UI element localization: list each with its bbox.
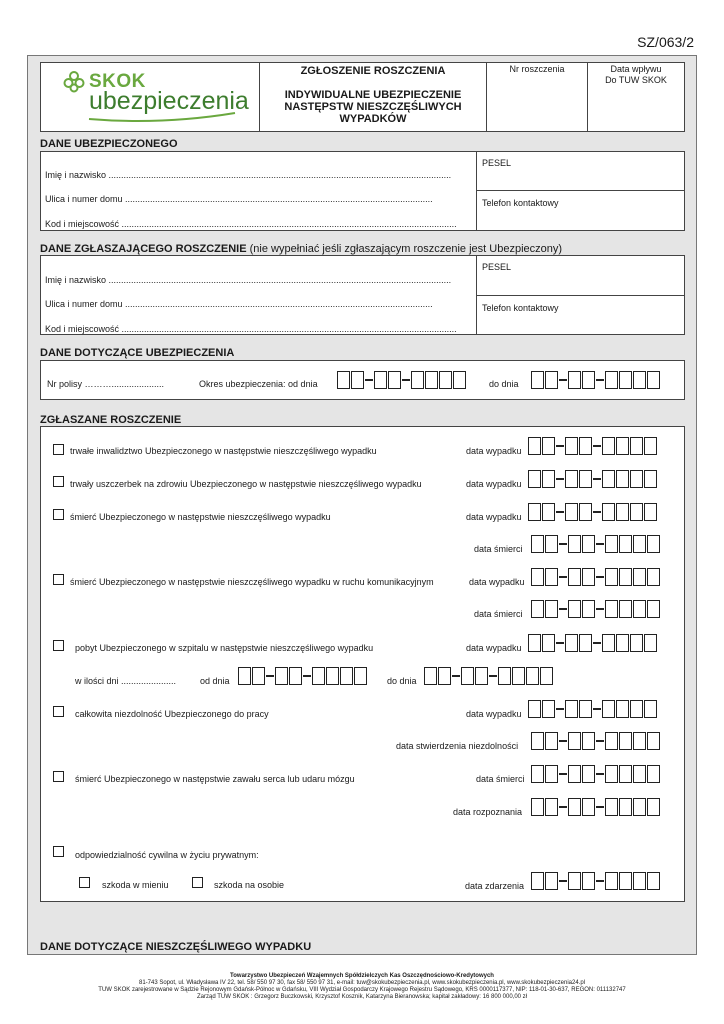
item3-date-label: data wypadku <box>466 512 522 522</box>
digit-box[interactable] <box>605 371 618 389</box>
item8-event-date[interactable] <box>531 872 661 890</box>
digit-box[interactable] <box>568 765 581 783</box>
claims-heading: ZGŁASZANE ROSZCZENIE <box>40 414 182 426</box>
digit-box[interactable] <box>545 600 558 618</box>
date-separator <box>596 806 604 808</box>
digit-box[interactable] <box>252 667 265 685</box>
digit-box[interactable] <box>582 371 595 389</box>
item1-label: trwałe inwalidztwo Ubezpieczonego w następstwie nieszczęśliwego wypadku <box>70 446 377 456</box>
digit-box[interactable] <box>337 371 350 389</box>
digit-box[interactable] <box>582 765 595 783</box>
digit-box[interactable] <box>633 371 646 389</box>
digit-box[interactable] <box>644 437 657 455</box>
digit-box[interactable] <box>619 600 632 618</box>
digit-box[interactable] <box>312 667 325 685</box>
date-separator <box>556 445 564 447</box>
digit-box[interactable] <box>579 503 592 521</box>
reporter-street-field[interactable]: Ulica i numer domu ........................................................................................................................... <box>45 299 433 309</box>
item8-checkbox[interactable] <box>53 846 64 857</box>
title-line-4: WYPADKÓW <box>339 113 407 125</box>
digit-box[interactable] <box>605 872 618 890</box>
receipt-label-1: Data wpływu <box>610 64 662 74</box>
date-separator <box>266 675 274 677</box>
date-separator <box>559 773 567 775</box>
date-separator <box>596 773 604 775</box>
date-separator <box>452 675 460 677</box>
digit-box[interactable] <box>354 667 367 685</box>
footer <box>0 973 724 1001</box>
item5-to-label: do dnia <box>387 676 417 686</box>
item3-death-label: data śmierci <box>474 544 523 554</box>
item2-date-label: data wypadku <box>466 479 522 489</box>
digit-box[interactable] <box>579 437 592 455</box>
claim-number-cell[interactable] <box>486 62 588 132</box>
item5-label: pobyt Ubezpieczonego w szpitalu w następstwie nieszczęśliwego wypadku <box>75 643 374 653</box>
digit-box[interactable] <box>542 437 555 455</box>
digit-box[interactable] <box>565 503 578 521</box>
digit-box[interactable] <box>647 798 660 816</box>
logo-cell <box>40 62 260 132</box>
digit-box[interactable] <box>579 700 592 718</box>
date-separator <box>593 708 601 710</box>
digit-box[interactable] <box>545 798 558 816</box>
digit-box[interactable] <box>647 765 660 783</box>
digit-box[interactable] <box>582 732 595 750</box>
date-separator <box>556 511 564 513</box>
accident-heading: DANE DOTYCZĄCE NIESZCZĘŚLIWEGO WYPADKU <box>40 941 312 953</box>
personal-injury-checkbox[interactable] <box>192 877 203 888</box>
date-separator <box>559 806 567 808</box>
digit-box[interactable] <box>579 634 592 652</box>
item1-checkbox[interactable] <box>53 444 64 455</box>
digit-box[interactable] <box>439 371 452 389</box>
digit-box[interactable] <box>630 470 643 488</box>
digit-box[interactable] <box>616 503 629 521</box>
date-separator <box>559 880 567 882</box>
item3-accident-date[interactable] <box>528 503 658 521</box>
date-separator <box>556 708 564 710</box>
receipt-label-2: Do TUW SKOK <box>605 75 667 85</box>
insured-name-field[interactable]: Imię i nazwisko ......................................................................................................................................... <box>45 170 452 180</box>
digit-box[interactable] <box>647 600 660 618</box>
date-separator <box>596 576 604 578</box>
skok-flower-icon <box>63 71 85 93</box>
digit-box[interactable] <box>582 872 595 890</box>
date-separator <box>402 379 410 381</box>
digit-box[interactable] <box>545 872 558 890</box>
footer-line-1: Towarzystwo Ubezpieczeń Wzajemnych Spółdzielczych Kas Oszczędnościowo-Kredytowych <box>230 973 494 979</box>
digit-box[interactable] <box>568 535 581 553</box>
digit-box[interactable] <box>568 371 581 389</box>
date-separator <box>559 740 567 742</box>
title-line-2: INDYWIDUALNE UBEZPIECZENIE <box>284 89 462 101</box>
title-line-1: ZGŁOSZENIE ROSZCZENIA <box>300 65 446 77</box>
item4-death-label: data śmierci <box>474 609 523 619</box>
digit-box[interactable] <box>616 634 629 652</box>
digit-box[interactable] <box>542 634 555 652</box>
digit-box[interactable] <box>602 470 615 488</box>
reporter-pesel-field[interactable]: PESEL <box>482 262 512 272</box>
item2-label: trwały uszczerbek na zdrowiu Ubezpieczonego w następstwie nieszczęśliwego wypadku <box>70 479 422 489</box>
item4-checkbox[interactable] <box>53 574 64 585</box>
date-separator <box>489 675 497 677</box>
reporter-heading-note: (nie wypełniać jeśli zgłaszającym roszczenie jest Ubezpieczony) <box>246 243 563 255</box>
receipt-date-cell[interactable] <box>587 62 685 132</box>
reporter-city-field[interactable]: Kod i miejscowość ...................................................................................................................................... <box>45 324 457 334</box>
digit-box[interactable] <box>605 798 618 816</box>
digit-box[interactable] <box>545 371 558 389</box>
period-from-date[interactable] <box>337 371 467 389</box>
digit-box[interactable] <box>411 371 424 389</box>
digit-box[interactable] <box>647 872 660 890</box>
date-separator <box>596 608 604 610</box>
period-to-label: do dnia <box>489 379 519 389</box>
item4-date-label: data wypadku <box>469 577 525 587</box>
logo-swoosh <box>87 111 237 123</box>
digit-box[interactable] <box>526 667 539 685</box>
digit-box[interactable] <box>531 600 544 618</box>
digit-box[interactable] <box>438 667 451 685</box>
digit-box[interactable] <box>619 535 632 553</box>
date-separator <box>593 642 601 644</box>
digit-box[interactable] <box>531 765 544 783</box>
date-separator <box>559 608 567 610</box>
digit-box[interactable] <box>565 634 578 652</box>
digit-box[interactable] <box>512 667 525 685</box>
reporter-heading <box>40 243 562 255</box>
digit-box[interactable] <box>545 765 558 783</box>
digit-box[interactable] <box>374 371 387 389</box>
digit-box[interactable] <box>528 437 541 455</box>
insured-street-field[interactable]: Ulica i numer domu ........................................................................................................................... <box>45 194 433 204</box>
digit-box[interactable] <box>619 371 632 389</box>
digit-box[interactable] <box>461 667 474 685</box>
item5-date-label: data wypadku <box>466 643 522 653</box>
reporter-phone-field[interactable]: Telefon kontaktowy <box>482 303 559 313</box>
item8-date-label: data zdarzenia <box>465 881 525 891</box>
digit-box[interactable] <box>498 667 511 685</box>
policy-number-field[interactable]: Nr polisy ………..................... <box>47 379 165 389</box>
digit-box[interactable] <box>616 700 629 718</box>
digit-box[interactable] <box>340 667 353 685</box>
date-separator <box>593 511 601 513</box>
digit-box[interactable] <box>568 732 581 750</box>
digit-box[interactable] <box>289 667 302 685</box>
digit-box[interactable] <box>528 503 541 521</box>
date-separator <box>559 576 567 578</box>
form-code: SZ/063/2 <box>637 34 694 50</box>
digit-box[interactable] <box>647 732 660 750</box>
digit-box[interactable] <box>616 470 629 488</box>
item5-days-field[interactable]: w ilości dni ...................... <box>75 676 177 686</box>
digit-box[interactable] <box>644 700 657 718</box>
date-separator <box>596 880 604 882</box>
digit-box[interactable] <box>568 600 581 618</box>
date-separator <box>559 543 567 545</box>
item5-checkbox[interactable] <box>53 640 64 651</box>
item3-checkbox[interactable] <box>53 509 64 520</box>
digit-box[interactable] <box>633 568 646 586</box>
item7-label: śmierć Ubezpieczonego w następstwie zawału serca lub udaru mózgu <box>75 774 355 784</box>
item2-checkbox[interactable] <box>53 476 64 487</box>
digit-box[interactable] <box>582 568 595 586</box>
digit-box[interactable] <box>542 470 555 488</box>
digit-box[interactable] <box>582 600 595 618</box>
digit-box[interactable] <box>542 700 555 718</box>
digit-box[interactable] <box>540 667 553 685</box>
digit-box[interactable] <box>568 798 581 816</box>
digit-box[interactable] <box>633 765 646 783</box>
digit-box[interactable] <box>605 535 618 553</box>
date-separator <box>559 379 567 381</box>
item4-accident-date[interactable] <box>531 568 661 586</box>
digit-box[interactable] <box>388 371 401 389</box>
digit-box[interactable] <box>619 732 632 750</box>
item7-death-date[interactable] <box>531 765 661 783</box>
date-separator <box>593 478 601 480</box>
item7-death-label: data śmierci <box>476 774 525 784</box>
item3-death-date[interactable] <box>531 535 661 553</box>
item6-label: całkowita niezdolność Ubezpieczonego do pracy <box>75 709 269 719</box>
digit-box[interactable] <box>531 568 544 586</box>
digit-box[interactable] <box>565 470 578 488</box>
digit-box[interactable] <box>619 872 632 890</box>
digit-box[interactable] <box>644 503 657 521</box>
date-separator <box>596 740 604 742</box>
title-line-3: NASTĘPSTW NIESZCZĘŚLIWYCH <box>284 101 462 113</box>
item5-accident-date[interactable] <box>528 634 658 652</box>
item4-death-date[interactable] <box>531 600 661 618</box>
digit-box[interactable] <box>531 732 544 750</box>
digit-box[interactable] <box>644 470 657 488</box>
digit-box[interactable] <box>605 765 618 783</box>
item6-incapacity-date[interactable] <box>531 732 661 750</box>
date-separator <box>303 675 311 677</box>
policy-heading: DANE DOTYCZĄCE UBEZPIECZENIA <box>40 347 235 359</box>
item6-checkbox[interactable] <box>53 706 64 717</box>
digit-box[interactable] <box>545 568 558 586</box>
digit-box[interactable] <box>619 798 632 816</box>
item5-from-date[interactable] <box>238 667 368 685</box>
digit-box[interactable] <box>579 470 592 488</box>
digit-box[interactable] <box>565 700 578 718</box>
personal-injury-label: szkoda na osobie <box>214 880 285 890</box>
digit-box[interactable] <box>531 872 544 890</box>
claim-number-label: Nr roszczenia <box>509 64 565 74</box>
digit-box[interactable] <box>633 732 646 750</box>
digit-box[interactable] <box>238 667 251 685</box>
digit-box[interactable] <box>453 371 466 389</box>
item6-incapacity-label: data stwierdzenia niezdolności <box>396 741 519 751</box>
digit-box[interactable] <box>602 437 615 455</box>
digit-box[interactable] <box>630 437 643 455</box>
digit-box[interactable] <box>275 667 288 685</box>
insured-phone-field[interactable]: Telefon kontaktowy <box>482 198 559 208</box>
logo-product: ubezpieczenia <box>89 87 249 115</box>
digit-box[interactable] <box>619 765 632 783</box>
item2-accident-date[interactable] <box>528 470 658 488</box>
digit-box[interactable] <box>619 568 632 586</box>
digit-box[interactable] <box>647 535 660 553</box>
digit-box[interactable] <box>605 600 618 618</box>
item7-checkbox[interactable] <box>53 771 64 782</box>
date-separator <box>365 379 373 381</box>
digit-box[interactable] <box>528 634 541 652</box>
digit-box[interactable] <box>475 667 488 685</box>
digit-box[interactable] <box>602 503 615 521</box>
digit-box[interactable] <box>582 798 595 816</box>
digit-box[interactable] <box>630 503 643 521</box>
item7-diagnosis-label: data rozpoznania <box>453 807 523 817</box>
digit-box[interactable] <box>582 535 595 553</box>
reporter-name-field[interactable]: Imię i nazwisko ......................................................................................................................................... <box>45 275 452 285</box>
digit-box[interactable] <box>565 437 578 455</box>
date-separator <box>556 642 564 644</box>
item5-from-label: od dnia <box>200 676 230 686</box>
item4-label: śmierć Ubezpieczonego w następstwie nieszczęśliwego wypadku w ruchu komunikacyjnym <box>70 577 434 587</box>
property-damage-checkbox[interactable] <box>79 877 90 888</box>
digit-box[interactable] <box>644 634 657 652</box>
digit-box[interactable] <box>605 568 618 586</box>
footer-line-4: Zarząd TUW SKOK : Grzegorz Buczkowski, Krzysztof Kosznik, Katarzyna Bieranowska; kapitał zakładowy: 16 800 000,00 zł <box>196 994 528 1000</box>
digit-box[interactable] <box>568 872 581 890</box>
title-cell <box>259 62 487 132</box>
item5-to-date[interactable] <box>424 667 554 685</box>
digit-box[interactable] <box>647 568 660 586</box>
period-from-label: Okres ubezpieczenia: od dnia <box>199 379 318 389</box>
digit-box[interactable] <box>602 700 615 718</box>
reporter-left-box <box>40 255 477 335</box>
digit-box[interactable] <box>425 371 438 389</box>
insured-heading: DANE UBEZPIECZONEGO <box>40 138 178 150</box>
footer-line-2: 81-743 Sopot, ul. Władysława IV 22, tel. 58/ 550 97 30, fax 58/ 550 97 31, e-mail: tuw@skokubezpieczenia.pl, www.skokubezpieczenia.pl, www.skokubezpieczenia24.pl <box>138 980 585 986</box>
claims-box <box>40 426 685 902</box>
insured-pesel-field[interactable]: PESEL <box>482 158 512 168</box>
period-to-date[interactable] <box>531 371 661 389</box>
item6-accident-date[interactable] <box>528 700 658 718</box>
date-separator <box>556 478 564 480</box>
property-damage-label: szkoda w mieniu <box>102 880 169 890</box>
digit-box[interactable] <box>531 535 544 553</box>
item7-diagnosis-date[interactable] <box>531 798 661 816</box>
item3-label: śmierć Ubezpieczonego w następstwie nieszczęśliwego wypadku <box>70 512 331 522</box>
date-separator <box>596 543 604 545</box>
item1-accident-date[interactable] <box>528 437 658 455</box>
digit-box[interactable] <box>633 600 646 618</box>
item1-date-label: data wypadku <box>466 446 522 456</box>
digit-box[interactable] <box>351 371 364 389</box>
digit-box[interactable] <box>528 700 541 718</box>
digit-box[interactable] <box>424 667 437 685</box>
digit-box[interactable] <box>630 700 643 718</box>
digit-box[interactable] <box>326 667 339 685</box>
digit-box[interactable] <box>545 535 558 553</box>
digit-box[interactable] <box>633 535 646 553</box>
digit-box[interactable] <box>647 371 660 389</box>
digit-box[interactable] <box>633 872 646 890</box>
digit-box[interactable] <box>602 634 615 652</box>
item6-date-label: data wypadku <box>466 709 522 719</box>
date-separator <box>593 445 601 447</box>
digit-box[interactable] <box>568 568 581 586</box>
item8-label: odpowiedzialność cywilna w życiu prywatnym: <box>75 850 259 860</box>
digit-box[interactable] <box>630 634 643 652</box>
digit-box[interactable] <box>605 732 618 750</box>
digit-box[interactable] <box>545 732 558 750</box>
footer-line-3: TUW SKOK zarejestrowane w Sądzie Rejonowym Gdańsk-Północ w Gdańsku, VIII Wydział Gospodarczy Krajowego Rejestru Sądowego, KRS 0000117377, NIP: 118-01-30-637, REGON: 011132747 <box>98 987 626 993</box>
digit-box[interactable] <box>531 798 544 816</box>
digit-box[interactable] <box>542 503 555 521</box>
date-separator <box>596 379 604 381</box>
digit-box[interactable] <box>616 437 629 455</box>
insured-city-field[interactable]: Kod i miejscowość ...................................................................................................................................... <box>45 219 457 229</box>
digit-box[interactable] <box>531 371 544 389</box>
digit-box[interactable] <box>528 470 541 488</box>
logo-brand: SKOK <box>89 71 146 92</box>
digit-box[interactable] <box>633 798 646 816</box>
reporter-heading-main: DANE ZGŁASZAJĄCEGO ROSZCZENIE <box>40 243 247 255</box>
